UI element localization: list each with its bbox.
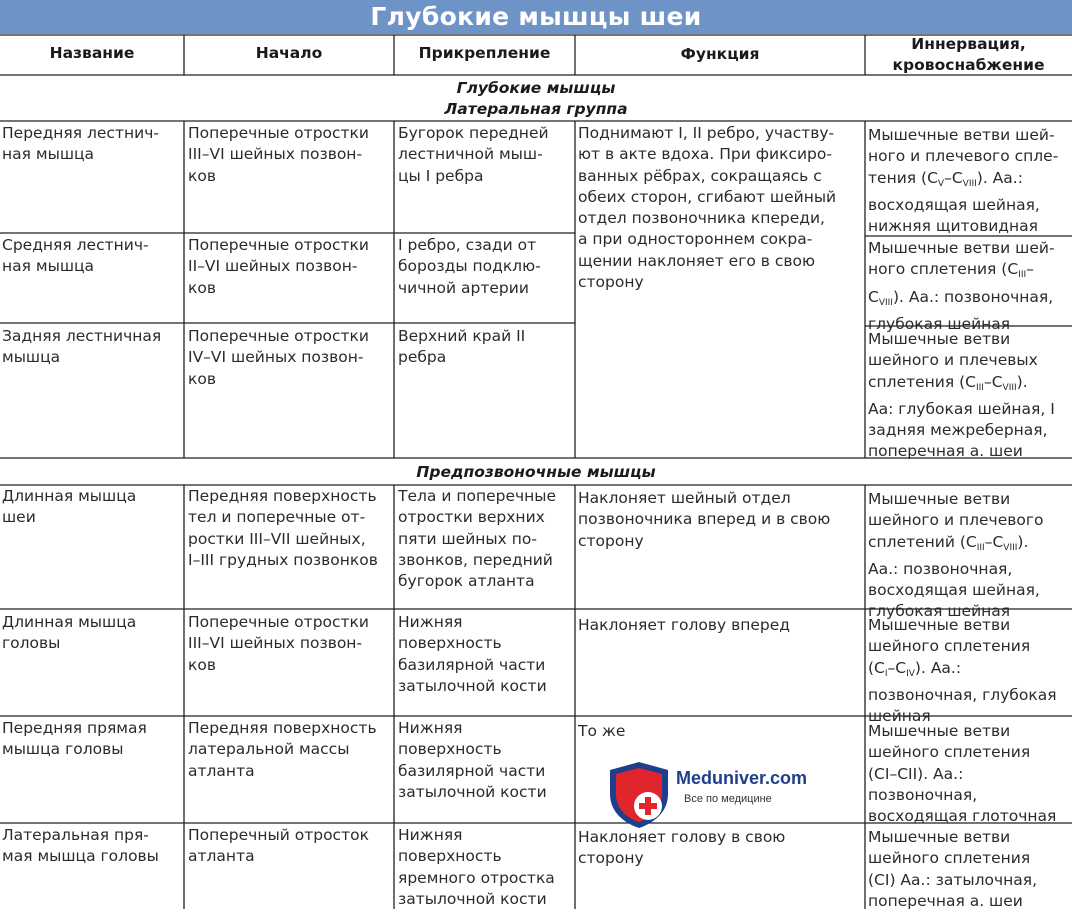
row-4-origin: Поперечные отростки III–VI шейных позвон- ков	[188, 613, 369, 674]
row-6-name: Латеральная пря- мая мышца головы	[2, 826, 159, 866]
row-2-name: Задняя лестничная мышца	[2, 327, 162, 367]
page-title: Глубокие мышцы шеи	[370, 2, 702, 31]
row-5-function: То же	[578, 722, 626, 740]
row-4-function: Наклоняет голову вперед	[578, 616, 791, 634]
header-function: Функция	[680, 45, 760, 63]
row-6-insertion: Нижняя поверхность яремного отростка затылочной кости	[398, 826, 555, 908]
row-0-innervation: Мышечные ветви шей- ного и плечевого спле- тения $(C_V-C_{VIII})$. Аа.: восходящая шейная, нижняя щитовидная	[868, 126, 1059, 236]
row-1-name: Средняя лестнич- ная мышца	[2, 236, 149, 276]
header-insertion: Прикрепление	[418, 44, 551, 62]
row-4-innervation: Мышечные ветви шейного сплетения $(C_I-C_{IV})$. Аа.: позвоночная, глубокая шейная	[868, 616, 1057, 726]
row-0-insertion: Бугорок передней лестничной мыш- цы I ребра	[398, 124, 549, 185]
row-5-insertion: Нижняя поверхность базилярной части затылочной кости	[398, 719, 547, 801]
watermark-title: Meduniver.com	[676, 768, 808, 788]
section-deep-muscles: Глубокие мышцы	[456, 79, 616, 97]
row-3-insertion: Тела и поперечные отростки верхних пяти шейных по- звонков, передний бугорок атланта	[398, 487, 557, 591]
row-0-origin: Поперечные отростки III–VI шейных позвон- ков	[188, 124, 369, 185]
row-5-name: Передняя прямая мышца головы	[2, 719, 147, 759]
section-prevertebral: Предпозвоночные мышцы	[416, 463, 656, 481]
row-6-function: Наклоняет голову в свою сторону	[578, 828, 786, 868]
row-2-origin: Поперечные отростки IV–VI шейных позвон- ков	[188, 327, 369, 388]
row-0-name: Передняя лестнич- ная мышца	[2, 124, 159, 164]
row-3-name: Длинная мышца шеи	[2, 487, 137, 527]
row-2-insertion: Верхний край II ребра	[398, 327, 526, 367]
row-6-origin: Поперечный отросток атланта	[188, 826, 369, 866]
row-1-insertion: I ребро, сзади от борозды подклю- чичной артерии	[398, 236, 541, 297]
header-innervation-line1: Иннервация,	[911, 35, 1026, 53]
section-lateral-group: Латеральная группа	[444, 100, 628, 118]
row-1-origin: Поперечные отростки II–VI шейных позвон- ков	[188, 236, 369, 297]
header-origin: Начало	[255, 44, 323, 62]
header-innervation-line2: кровоснабжение	[892, 56, 1045, 74]
row-4-name: Длинная мышца головы	[2, 613, 137, 653]
row-6-innervation: Мышечные ветви шейного сплетения (CI) Аа.: затылочная, поперечная а. шеи	[868, 828, 1038, 910]
row-2-innervation: Мышечные ветви шейного и плечевых сплетения $(C_{III}-C_{VIII})$. Аа: глубокая шейная, I задняя межреберная, поперечная а. шеи	[868, 330, 1055, 461]
row-5-origin: Передняя поверхность латеральной массы атланта	[188, 719, 377, 780]
shield-cross-icon	[604, 760, 674, 830]
row-4-insertion: Нижняя поверхность базилярной части затылочной кости	[398, 613, 547, 695]
row-3-innervation: Мышечные ветви шейного и плечевого сплетений $(C_{III}-C_{VIII})$. Аа.: позвоночная, восходящая шейная, глубокая шейная	[868, 490, 1044, 621]
row-1-innervation: Мышечные ветви шей- ного сплетения ($C_{III}-$ $C_{VIII}$). Аа.: позвоночная, глубокая шейная	[868, 239, 1055, 333]
header-name: Название	[49, 44, 135, 62]
row-5-innervation: Мышечные ветви шейного сплетения (CI–CII). Аа.: позвоночная, восходящая глоточная	[868, 722, 1057, 826]
row-3-origin: Передняя поверхность тел и поперечные от- ростки III–VII шейных, I–III грудных позвонков	[188, 487, 378, 569]
meduniver-watermark	[604, 760, 816, 830]
scalene-function: Поднимают I, II ребро, участву- ют в акте вдоха. При фиксиро- ванных рёбрах, сокращаясь с обеих сторон, сгибают шейный отдел позвоночника кпереди, а при одностороннем сокра- щении наклоняет его в свою сторону	[578, 124, 837, 292]
row-3-function: Наклоняет шейный отдел позвоночника вперед и в свою сторону	[578, 489, 831, 550]
watermark-subtitle: Все по медицине	[684, 793, 772, 805]
